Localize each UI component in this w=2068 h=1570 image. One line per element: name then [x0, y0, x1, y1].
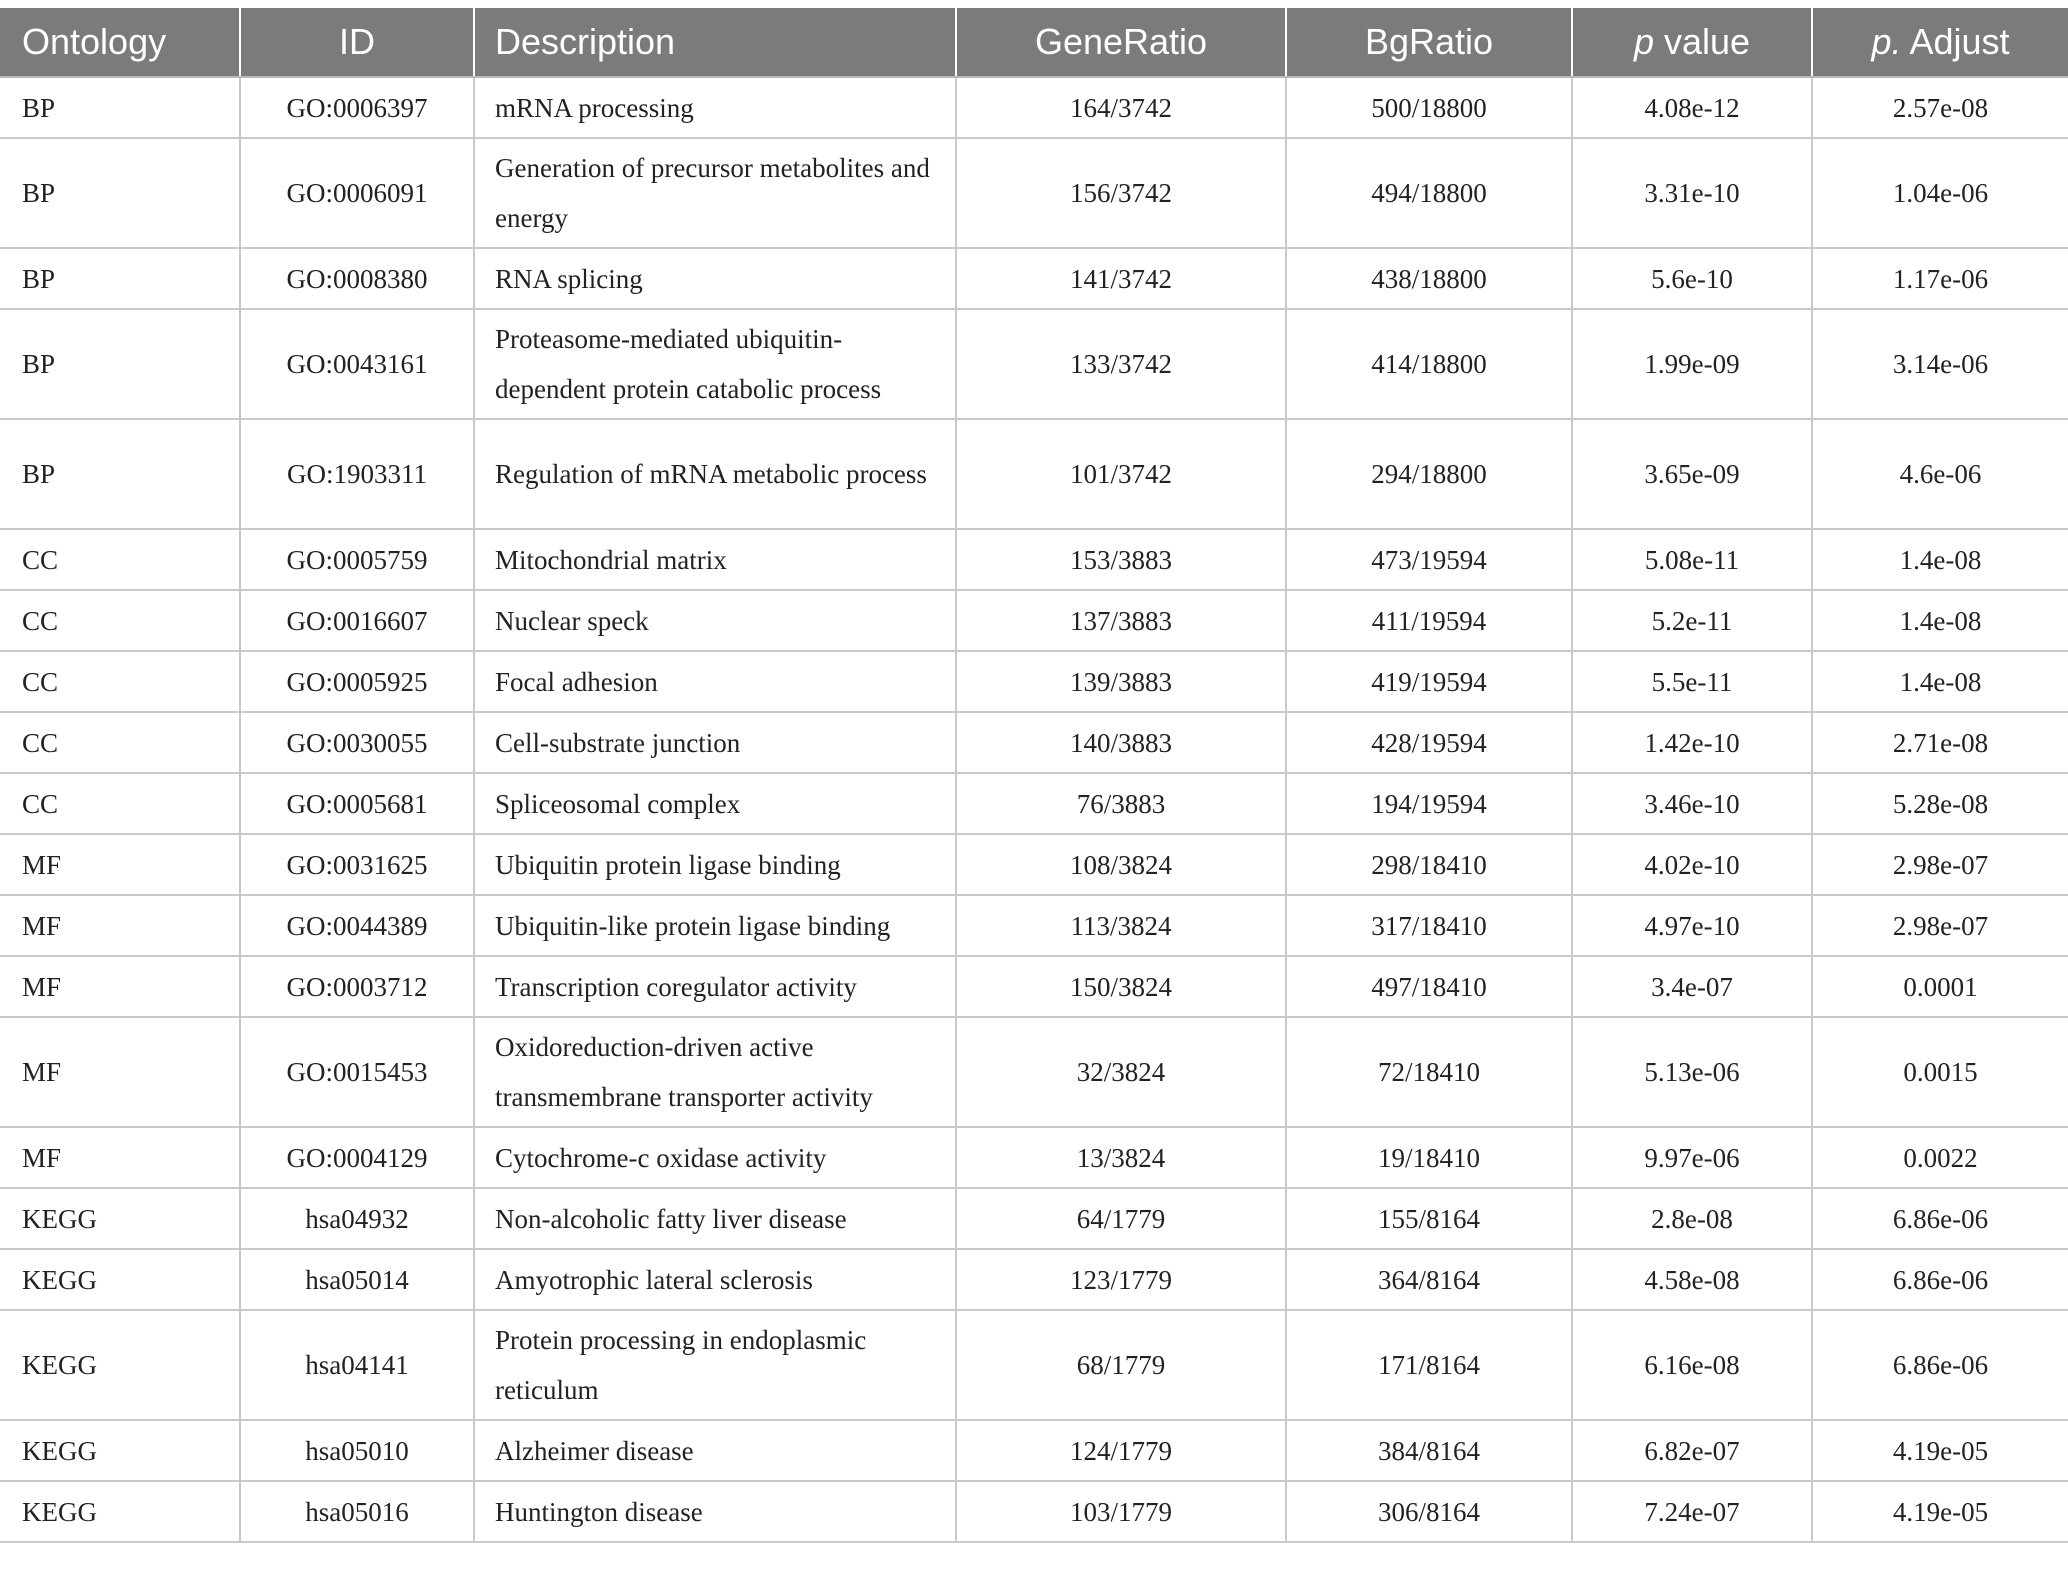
table-row	[0, 956, 2068, 1017]
enrichment-table	[0, 8, 2068, 1543]
cell-p-value: 5.08e-11	[1572, 529, 1812, 590]
cell-id: GO:0016607	[240, 590, 474, 651]
cell-p-adjust: 2.98e-07	[1812, 834, 2068, 895]
cell-p-adjust: 5.28e-08	[1812, 773, 2068, 834]
cell-gene-ratio: 150/3824	[956, 956, 1286, 1017]
cell-id: GO:1903311	[240, 419, 474, 529]
cell-p-adjust: 1.17e-06	[1812, 248, 2068, 309]
cell-gene-ratio: 137/3883	[956, 590, 1286, 651]
cell-bg-ratio: 494/18800	[1286, 138, 1572, 248]
cell-p-adjust: 1.4e-08	[1812, 590, 2068, 651]
cell-p-value: 5.6e-10	[1572, 248, 1812, 309]
cell-p-adjust: 2.98e-07	[1812, 895, 2068, 956]
table-row	[0, 1127, 2068, 1188]
cell-p-value: 4.02e-10	[1572, 834, 1812, 895]
cell-ontology: CC	[0, 712, 240, 773]
table-body	[0, 77, 2068, 1542]
cell-bg-ratio: 294/18800	[1286, 419, 1572, 529]
cell-description: Non-alcoholic fatty liver disease	[474, 1188, 956, 1249]
cell-description: Focal adhesion	[474, 651, 956, 712]
cell-bg-ratio: 72/18410	[1286, 1017, 1572, 1127]
cell-description: Oxidoreduction-driven active transmembrane transporter activity	[474, 1017, 956, 1127]
cell-p-adjust: 6.86e-06	[1812, 1249, 2068, 1310]
cell-bg-ratio: 411/19594	[1286, 590, 1572, 651]
cell-gene-ratio: 133/3742	[956, 309, 1286, 419]
cell-description: Huntington disease	[474, 1481, 956, 1542]
cell-ontology: MF	[0, 1127, 240, 1188]
cell-description: Regulation of mRNA metabolic process	[474, 419, 956, 529]
cell-gene-ratio: 124/1779	[956, 1420, 1286, 1481]
cell-p-value: 4.58e-08	[1572, 1249, 1812, 1310]
cell-p-adjust: 4.19e-05	[1812, 1420, 2068, 1481]
cell-p-value: 4.97e-10	[1572, 895, 1812, 956]
cell-ontology: BP	[0, 138, 240, 248]
cell-p-adjust: 4.6e-06	[1812, 419, 2068, 529]
cell-description: RNA splicing	[474, 248, 956, 309]
cell-ontology: CC	[0, 651, 240, 712]
cell-id: hsa05010	[240, 1420, 474, 1481]
table-row	[0, 529, 2068, 590]
cell-bg-ratio: 500/18800	[1286, 77, 1572, 138]
cell-ontology: BP	[0, 77, 240, 138]
cell-bg-ratio: 171/8164	[1286, 1310, 1572, 1420]
cell-id: GO:0004129	[240, 1127, 474, 1188]
cell-ontology: MF	[0, 1017, 240, 1127]
cell-ontology: MF	[0, 956, 240, 1017]
col-header-bg-ratio: BgRatio	[1286, 8, 1572, 77]
table-row	[0, 651, 2068, 712]
cell-p-adjust: 0.0015	[1812, 1017, 2068, 1127]
cell-gene-ratio: 101/3742	[956, 419, 1286, 529]
cell-id: hsa04141	[240, 1310, 474, 1420]
cell-gene-ratio: 64/1779	[956, 1188, 1286, 1249]
cell-id: GO:0005759	[240, 529, 474, 590]
cell-bg-ratio: 419/19594	[1286, 651, 1572, 712]
cell-p-adjust: 2.71e-08	[1812, 712, 2068, 773]
cell-id: hsa05014	[240, 1249, 474, 1310]
cell-ontology: KEGG	[0, 1249, 240, 1310]
cell-p-adjust: 6.86e-06	[1812, 1188, 2068, 1249]
cell-bg-ratio: 306/8164	[1286, 1481, 1572, 1542]
cell-id: GO:0044389	[240, 895, 474, 956]
table-row	[0, 77, 2068, 138]
cell-description: Generation of precursor metabolites and energy	[474, 138, 956, 248]
cell-p-adjust: 0.0001	[1812, 956, 2068, 1017]
cell-p-adjust: 1.4e-08	[1812, 529, 2068, 590]
cell-description: Amyotrophic lateral sclerosis	[474, 1249, 956, 1310]
header-row	[0, 8, 2068, 77]
cell-bg-ratio: 497/18410	[1286, 956, 1572, 1017]
p-adjust-label-rest: Adjust	[1901, 21, 2010, 62]
cell-gene-ratio: 164/3742	[956, 77, 1286, 138]
table-row	[0, 1310, 2068, 1420]
table-row	[0, 419, 2068, 529]
cell-ontology: KEGG	[0, 1420, 240, 1481]
cell-bg-ratio: 384/8164	[1286, 1420, 1572, 1481]
cell-p-adjust: 4.19e-05	[1812, 1481, 2068, 1542]
cell-description: Spliceosomal complex	[474, 773, 956, 834]
cell-id: GO:0030055	[240, 712, 474, 773]
cell-ontology: KEGG	[0, 1310, 240, 1420]
cell-description: Ubiquitin-like protein ligase binding	[474, 895, 956, 956]
cell-p-value: 1.99e-09	[1572, 309, 1812, 419]
p-adjust-italic-p: p.	[1871, 21, 1902, 62]
cell-bg-ratio: 473/19594	[1286, 529, 1572, 590]
table-row	[0, 712, 2068, 773]
cell-description: Transcription coregulator activity	[474, 956, 956, 1017]
cell-gene-ratio: 13/3824	[956, 1127, 1286, 1188]
cell-id: GO:0008380	[240, 248, 474, 309]
cell-bg-ratio: 298/18410	[1286, 834, 1572, 895]
cell-description: Mitochondrial matrix	[474, 529, 956, 590]
cell-gene-ratio: 141/3742	[956, 248, 1286, 309]
table-row	[0, 1249, 2068, 1310]
table-row	[0, 309, 2068, 419]
cell-p-value: 3.65e-09	[1572, 419, 1812, 529]
cell-description: Cell-substrate junction	[474, 712, 956, 773]
cell-description: Cytochrome-c oxidase activity	[474, 1127, 956, 1188]
cell-ontology: MF	[0, 834, 240, 895]
cell-ontology: BP	[0, 248, 240, 309]
cell-ontology: BP	[0, 419, 240, 529]
cell-p-adjust: 0.0022	[1812, 1127, 2068, 1188]
cell-gene-ratio: 140/3883	[956, 712, 1286, 773]
col-header-ontology: Ontology	[0, 8, 240, 77]
table-row	[0, 1017, 2068, 1127]
cell-bg-ratio: 194/19594	[1286, 773, 1572, 834]
cell-description: Nuclear speck	[474, 590, 956, 651]
cell-gene-ratio: 108/3824	[956, 834, 1286, 895]
cell-p-value: 7.24e-07	[1572, 1481, 1812, 1542]
cell-p-adjust: 1.04e-06	[1812, 138, 2068, 248]
cell-bg-ratio: 155/8164	[1286, 1188, 1572, 1249]
cell-gene-ratio: 123/1779	[956, 1249, 1286, 1310]
cell-ontology: KEGG	[0, 1188, 240, 1249]
cell-ontology: CC	[0, 529, 240, 590]
cell-p-adjust: 6.86e-06	[1812, 1310, 2068, 1420]
p-value-italic-p: p	[1633, 21, 1654, 62]
cell-ontology: BP	[0, 309, 240, 419]
cell-description: Alzheimer disease	[474, 1420, 956, 1481]
cell-gene-ratio: 113/3824	[956, 895, 1286, 956]
table-row	[0, 834, 2068, 895]
col-header-p-value	[1572, 8, 1812, 77]
cell-bg-ratio: 428/19594	[1286, 712, 1572, 773]
p-value-label-rest: value	[1653, 21, 1751, 62]
cell-description: mRNA processing	[474, 77, 956, 138]
col-header-description: Description	[474, 8, 956, 77]
cell-p-value: 2.8e-08	[1572, 1188, 1812, 1249]
cell-description: Proteasome-mediated ubiquitin-dependent protein catabolic process	[474, 309, 956, 419]
cell-gene-ratio: 103/1779	[956, 1481, 1286, 1542]
cell-p-adjust: 2.57e-08	[1812, 77, 2068, 138]
cell-gene-ratio: 76/3883	[956, 773, 1286, 834]
cell-gene-ratio: 139/3883	[956, 651, 1286, 712]
cell-id: GO:0006091	[240, 138, 474, 248]
cell-id: hsa05016	[240, 1481, 474, 1542]
cell-gene-ratio: 156/3742	[956, 138, 1286, 248]
cell-id: GO:0005925	[240, 651, 474, 712]
table-row	[0, 1481, 2068, 1542]
cell-id: GO:0006397	[240, 77, 474, 138]
cell-bg-ratio: 19/18410	[1286, 1127, 1572, 1188]
col-header-id: ID	[240, 8, 474, 77]
cell-p-adjust: 3.14e-06	[1812, 309, 2068, 419]
table-row	[0, 248, 2068, 309]
cell-gene-ratio: 68/1779	[956, 1310, 1286, 1420]
cell-bg-ratio: 438/18800	[1286, 248, 1572, 309]
cell-ontology: CC	[0, 590, 240, 651]
table-row	[0, 590, 2068, 651]
cell-bg-ratio: 317/18410	[1286, 895, 1572, 956]
cell-bg-ratio: 364/8164	[1286, 1249, 1572, 1310]
cell-id: GO:0005681	[240, 773, 474, 834]
cell-p-value: 1.42e-10	[1572, 712, 1812, 773]
table-row	[0, 773, 2068, 834]
cell-p-adjust: 1.4e-08	[1812, 651, 2068, 712]
cell-bg-ratio: 414/18800	[1286, 309, 1572, 419]
cell-p-value: 3.31e-10	[1572, 138, 1812, 248]
cell-id: GO:0003712	[240, 956, 474, 1017]
cell-ontology: CC	[0, 773, 240, 834]
cell-ontology: KEGG	[0, 1481, 240, 1542]
cell-p-value: 5.2e-11	[1572, 590, 1812, 651]
col-header-gene-ratio: GeneRatio	[956, 8, 1286, 77]
table-row	[0, 1420, 2068, 1481]
cell-p-value: 6.82e-07	[1572, 1420, 1812, 1481]
col-header-p-adjust	[1812, 8, 2068, 77]
cell-p-value: 3.46e-10	[1572, 773, 1812, 834]
cell-id: GO:0043161	[240, 309, 474, 419]
table-row	[0, 1188, 2068, 1249]
cell-p-value: 5.13e-06	[1572, 1017, 1812, 1127]
cell-ontology: MF	[0, 895, 240, 956]
cell-p-value: 3.4e-07	[1572, 956, 1812, 1017]
cell-id: GO:0031625	[240, 834, 474, 895]
cell-description: Ubiquitin protein ligase binding	[474, 834, 956, 895]
cell-description: Protein processing in endoplasmic reticulum	[474, 1310, 956, 1420]
cell-gene-ratio: 32/3824	[956, 1017, 1286, 1127]
cell-id: GO:0015453	[240, 1017, 474, 1127]
table-row	[0, 895, 2068, 956]
cell-p-value: 5.5e-11	[1572, 651, 1812, 712]
cell-p-value: 6.16e-08	[1572, 1310, 1812, 1420]
cell-p-value: 4.08e-12	[1572, 77, 1812, 138]
cell-id: hsa04932	[240, 1188, 474, 1249]
cell-p-value: 9.97e-06	[1572, 1127, 1812, 1188]
table-row	[0, 138, 2068, 248]
cell-gene-ratio: 153/3883	[956, 529, 1286, 590]
